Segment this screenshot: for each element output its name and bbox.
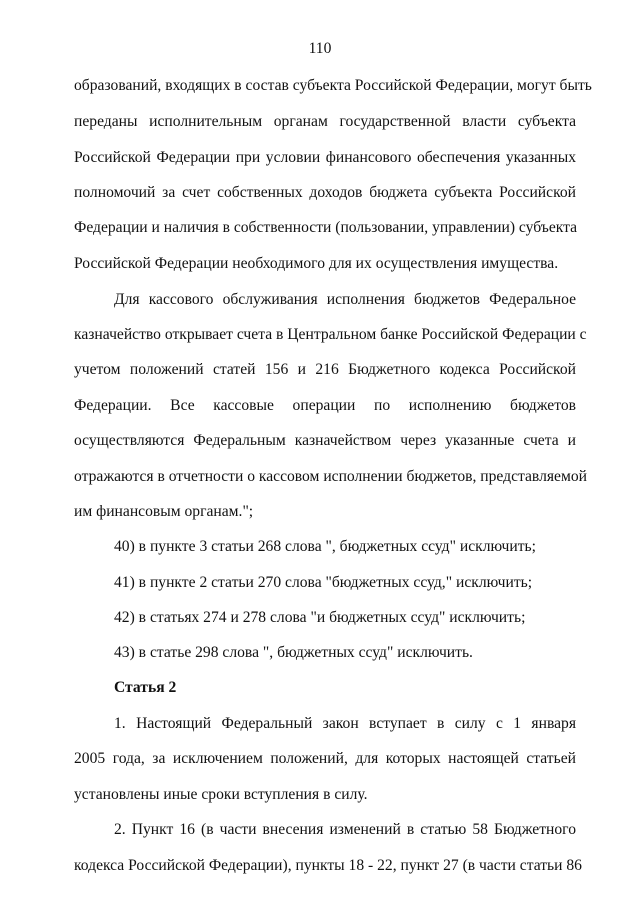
text-line: 2005 года, за исключением положений, для которых настоящей статьей — [74, 750, 576, 767]
text-line: Федерации. Все кассовые операции по исполнению бюджетов — [74, 397, 576, 414]
text-line: учетом положений статей 156 и 216 Бюджетного кодекса Российской — [74, 361, 576, 378]
list-item: 41) в пункте 2 статьи 270 слова "бюджетных ссуд," исключить; — [114, 574, 533, 591]
text-line: Федерации и наличия в собственности (пользовании, управлении) субъекта — [74, 219, 578, 236]
text-line: кодекса Российской Федерации), пункты 18 - 22, пункт 27 (в части статьи 86 — [74, 857, 582, 874]
paragraph-first-line: 2. Пункт 16 (в части внесения изменений в статью 58 Бюджетного — [114, 821, 576, 838]
list-item: 43) в статье 298 слова ", бюджетных ссуд" исключить. — [114, 644, 473, 661]
text-line: установлены иные сроки вступления в силу. — [74, 786, 368, 803]
text-line: Российской Федерации при условии финансового обеспечения указанных — [74, 149, 576, 166]
text-line: Российской Федерации необходимого для их осуществления имущества. — [74, 255, 559, 272]
page-number: 110 — [308, 40, 332, 57]
text-line: переданы исполнительным органам государственной власти субъекта — [74, 113, 576, 130]
text-line: отражаются в отчетности о кассовом исполнении бюджетов, представляемой — [74, 468, 587, 485]
list-item: 42) в статьях 274 и 278 слова "и бюджетных ссуд" исключить; — [114, 609, 526, 626]
paragraph-first-line: 1. Настоящий Федеральный закон вступает в силу с 1 января — [114, 715, 576, 732]
text-line: образований, входящих в состав субъекта Российской Федерации, могут быть — [74, 77, 592, 94]
text-line: им финансовым органам."; — [74, 503, 254, 520]
list-item: 40) в пункте 3 статьи 268 слова ", бюджетных ссуд" исключить; — [114, 538, 536, 555]
text-line: казначейство открывает счета в Центральном банке Российской Федерации с — [74, 326, 587, 343]
article-heading: Статья 2 — [114, 679, 177, 696]
paragraph-first-line: Для кассового обслуживания исполнения бюджетов Федеральное — [114, 291, 576, 308]
text-line: полномочий за счет собственных доходов бюджета субъекта Российской — [74, 184, 576, 201]
text-line: осуществляются Федеральным казначейством через указанные счета и — [74, 432, 576, 449]
